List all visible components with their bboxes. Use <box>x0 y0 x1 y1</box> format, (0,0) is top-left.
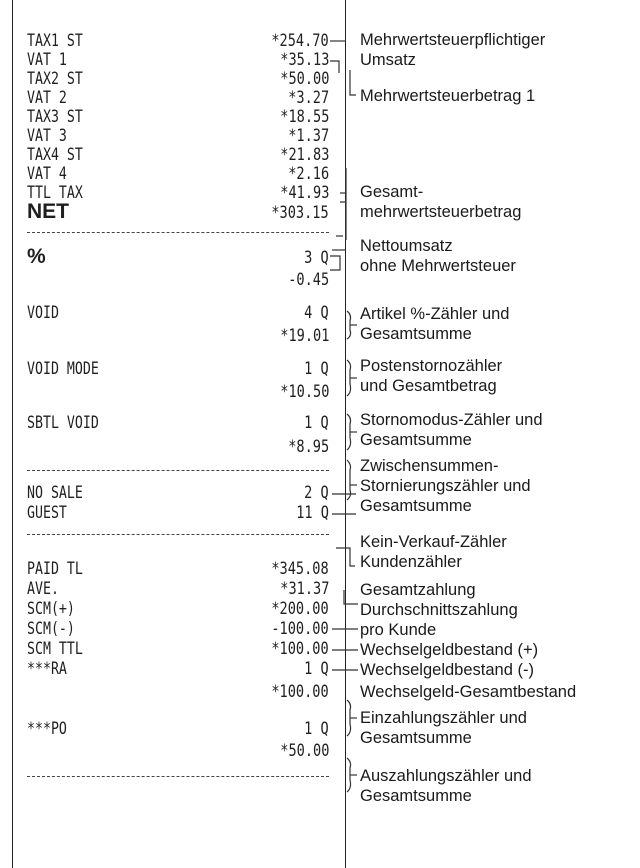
receipt-value-guest: 11 Q <box>296 503 329 523</box>
receipt-label-void-mode: VOID MODE <box>27 359 99 379</box>
receipt-value-ra-total: *100.00 <box>271 682 329 702</box>
receipt-value-tax2-st: *50.00 <box>279 69 329 89</box>
receipt-value-vat2: *3.27 <box>288 88 329 108</box>
receipt-value-sbtl-void-total: *8.95 <box>288 437 329 457</box>
annotation-total-vat-2: mehrwertsteuerbetrag <box>360 203 522 221</box>
receipt-label-scm-plus: SCM(+) <box>27 599 75 619</box>
annotation-taxable-sales-2: Umsatz <box>360 51 416 69</box>
annotation-subtotal-void-3: Gesamtsumme <box>360 497 472 515</box>
annotation-ra-2: Gesamtsumme <box>360 729 472 747</box>
receipt-value-percent-count: 3 Q <box>304 248 329 268</box>
receipt-value-void-total: *19.01 <box>279 326 329 346</box>
receipt-value-ave: *31.37 <box>279 579 329 599</box>
receipt-value-scm-minus: -100.00 <box>271 619 329 639</box>
receipt-label-tax2-st: TAX2 ST <box>27 69 83 89</box>
receipt-label-no-sale: NO SALE <box>27 483 83 503</box>
annotation-po: Auszahlungszähler und <box>360 767 532 785</box>
annotation-subtotal-void-2: Stornierungszähler und <box>360 477 531 495</box>
annotation-item-void: Postenstornozähler <box>360 357 503 375</box>
receipt-label-scm-minus: SCM(-) <box>27 619 75 639</box>
annotation-item-void-2: und Gesamtbetrag <box>360 377 497 395</box>
receipt-value-no-sale: 2 Q <box>304 483 329 503</box>
receipt-label-vat2: VAT 2 <box>27 88 67 108</box>
bracket <box>347 700 351 736</box>
receipt-value-void-count: 4 Q <box>304 303 329 323</box>
receipt-label-percent: % <box>27 245 46 268</box>
annotation-average: Durchschnittszahlung <box>360 601 518 619</box>
annotation-void-mode: Stornomodus-Zähler und <box>360 411 543 429</box>
receipt-label-ra: ***RA <box>27 659 67 679</box>
receipt-value-po-count: 1 Q <box>304 719 329 739</box>
receipt-separator <box>27 470 329 471</box>
annotation-no-sale: Kein-Verkauf-Zähler <box>360 533 507 551</box>
receipt-label-scm-ttl: SCM TTL <box>27 639 83 659</box>
annotation-net-sales-2: ohne Mehrwertsteuer <box>360 257 516 275</box>
annotation-scm-plus: Wechselgeldbestand (+) <box>360 641 539 659</box>
receipt-value-vat1: *35.13 <box>279 50 329 70</box>
annotation-paid-total: Gesamtzahlung <box>360 581 476 599</box>
annotation-void-mode-2: Gesamtsumme <box>360 431 472 449</box>
receipt-value-void-mode-total: *10.50 <box>279 382 329 402</box>
annotation-vat-amount-1: Mehrwertsteuerbetrag 1 <box>360 87 536 105</box>
receipt-value-ra-count: 1 Q <box>304 659 329 679</box>
annotation-scm-total: Wechselgeld-Gesamtbestand <box>360 683 577 701</box>
annotation-total-vat: Gesamt- <box>360 183 424 201</box>
bracket <box>347 758 351 792</box>
bracket <box>347 360 351 396</box>
receipt-separator <box>27 534 329 535</box>
receipt-value-vat4: *2.16 <box>288 164 329 184</box>
receipt-value-tax4-st: *21.83 <box>279 145 329 165</box>
receipt-value-net: *303.15 <box>271 203 329 223</box>
receipt-label-guest: GUEST <box>27 503 67 523</box>
receipt-value-percent-total: -0.45 <box>288 270 329 290</box>
receipt-value-tax1-st: *254.70 <box>271 31 329 51</box>
receipt-value-ttl-tax: *41.93 <box>279 183 329 203</box>
receipt-label-void: VOID <box>27 303 59 323</box>
receipt-label-ave: AVE. <box>27 579 59 599</box>
receipt-separator <box>27 232 329 233</box>
receipt-label-sbtl-void: SBTL VOID <box>27 413 99 433</box>
receipt-label-po: ***PO <box>27 719 67 739</box>
annotation-po-2: Gesamtsumme <box>360 787 472 805</box>
annotation-scm-minus: Wechselgeldbestand (-) <box>360 661 534 679</box>
leader-line <box>350 70 356 95</box>
receipt-value-scm-plus: *200.00 <box>271 599 329 619</box>
receipt-label-ttl-tax: TTL TAX <box>27 183 83 203</box>
leader-line <box>344 590 358 604</box>
receipt-value-tax3-st: *18.55 <box>279 107 329 127</box>
annotation-average-2: pro Kunde <box>360 621 437 639</box>
receipt-label-vat3: VAT 3 <box>27 126 67 146</box>
receipt-label-tax1-st: TAX1 ST <box>27 31 83 51</box>
receipt-value-void-mode-count: 1 Q <box>304 359 329 379</box>
receipt-label-vat4: VAT 4 <box>27 164 67 184</box>
receipt-label-tax3-st: TAX3 ST <box>27 107 83 127</box>
annotation-item-percent: Artikel %-Zähler und <box>360 305 510 323</box>
receipt-value-scm-ttl: *100.00 <box>271 639 329 659</box>
receipt-label-net: NET <box>27 200 69 223</box>
annotation-subtotal-void: Zwischensummen- <box>360 457 499 475</box>
receipt-value-vat3: *1.37 <box>288 126 329 146</box>
receipt-label-paid-tl: PAID TL <box>27 559 83 579</box>
annotation-net-sales: Nettoumsatz <box>360 237 453 255</box>
annotation-guest: Kundenzähler <box>360 553 462 571</box>
annotation-taxable-sales: Mehrwertsteuerpflichtiger <box>360 31 546 49</box>
receipt-value-sbtl-void-count: 1 Q <box>304 413 329 433</box>
receipt-label-tax4-st: TAX4 ST <box>27 145 83 165</box>
bracket <box>347 460 351 500</box>
receipt-value-po-total: *50.00 <box>279 741 329 761</box>
bracket <box>347 311 351 339</box>
annotation-item-percent-2: Gesamtsumme <box>360 325 472 343</box>
receipt-separator <box>27 776 329 777</box>
receipt-paper <box>12 0 346 868</box>
receipt-label-vat1: VAT 1 <box>27 50 67 70</box>
receipt-value-paid-tl: *345.08 <box>271 559 329 579</box>
annotation-ra: Einzahlungszähler und <box>360 709 527 727</box>
bracket <box>347 414 351 450</box>
